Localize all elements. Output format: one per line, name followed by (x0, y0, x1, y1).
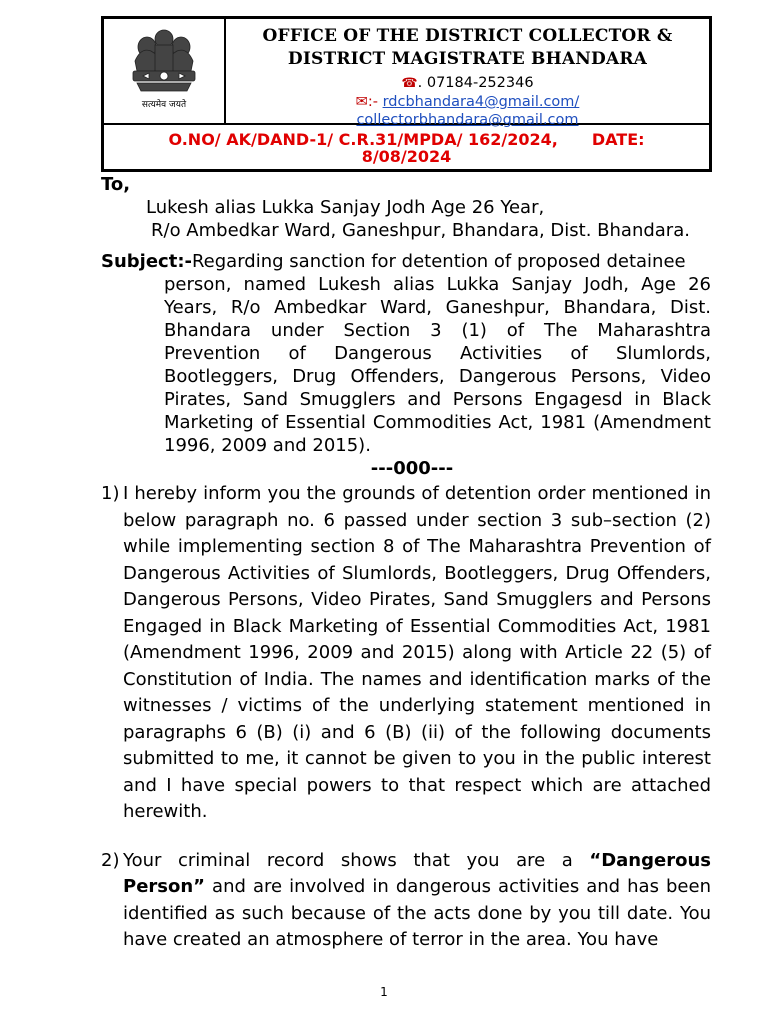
paragraph-1 (101, 481, 711, 826)
letterhead-box (101, 16, 712, 172)
subject-text: person, named Lukesh alias Lukka Sanjay Jodh, Age 26 Years, R/o Ambedkar Ward, Ganeshpur, Bhandara, Dist. Bhandara under Section 3 (1) of The Maharashtra Prevention of Dangerous Activities of Slumlords, Bootleggers, Drug Offenders, Dangerous Persons, Video Pirates, Sand Smugglers and Persons Engagesd in Black Marketing of Essential Commodities Act, 1981 (Amendment 1996, 2009 and 2015). (164, 274, 711, 456)
phone-line (226, 74, 709, 93)
office-info (226, 19, 709, 128)
order-reference (104, 125, 709, 169)
office-title-line1: OFFICE OF THE DISTRICT COLLECTOR & (262, 26, 673, 46)
paragraph-number: 1) (101, 483, 120, 504)
page-number: 1 (380, 985, 388, 999)
to-label: To, (101, 174, 131, 195)
emblem-motto: सत्यमेव जयते (141, 100, 187, 110)
section-separator: ---000--- (370, 458, 454, 479)
office-title-line2: DISTRICT MAGISTRATE BHANDARA (287, 49, 648, 69)
paragraph-text-start: Your criminal record shows that you are a (123, 849, 590, 871)
letter-body (101, 174, 711, 954)
date-label: DATE: (591, 130, 645, 149)
telephone-icon: ☎ (401, 76, 418, 91)
paragraph-2 (101, 848, 711, 954)
subject-block (101, 250, 711, 457)
date-value: 8/08/2024 (361, 147, 452, 166)
paragraph-text-end: and are involved in dangerous activities and has been identified as such because of the acts done by you till date. You have created an atmosphere of terror in the area. You have (123, 876, 711, 950)
addressee-line-2: R/o Ambedkar Ward, Ganeshpur, Bhandara, Dist. Bhandara. (151, 220, 690, 241)
paragraph-text: I hereby inform you the grounds of detention order mentioned in below paragraph no. 6 passed under section 3 sub–section (2) while implementing section 8 of The Maharashtra Prevention of Dangerous Activities of Slumlords, Bootleggers, Drug Offenders, Dangerous Persons, Video Pirates, Sand Smugglers and Persons Engaged in Black Marketing of Essential Commodities Act, 1981 (Amendment 1996, 2009 and 2015) along with Article 22 (5) of Constitution of India. The names and identification marks of the witnesses / victims of the underlying statement mentioned in paragraphs 6 (B) (i) and 6 (B) (ii) of the following documents submitted to me, it cannot be given to you in the public interest and I have special powers to that respect which are attached herewith. (123, 483, 711, 822)
emblem-cell (104, 19, 226, 125)
national-emblem-icon (121, 25, 207, 97)
order-number: O.NO/ AK/DAND-1/ C.R.31/MPDA/ 162/2024, (168, 130, 558, 149)
dangerous-person-term: “Dangerous Person” (123, 849, 711, 897)
email-link-1[interactable]: rdcbhandara4@gmail.com/ (382, 94, 580, 110)
email-line-1 (226, 93, 709, 111)
envelope-icon: ✉ (355, 94, 368, 110)
office-title (226, 25, 709, 71)
paragraph-number: 2) (101, 849, 120, 871)
addressee-line-1: Lukesh alias Lukka Sanjay Jodh Age 26 Year, (146, 197, 545, 218)
mail-prefix: :- (367, 94, 378, 110)
email-link-2[interactable]: collectorbhandara@gmail.com (356, 112, 579, 128)
subject-label: Subject:- (101, 251, 192, 272)
phone-number: . 07184-252346 (417, 75, 534, 91)
subject-first-line: Regarding sanction for detention of proposed detainee (191, 251, 686, 272)
